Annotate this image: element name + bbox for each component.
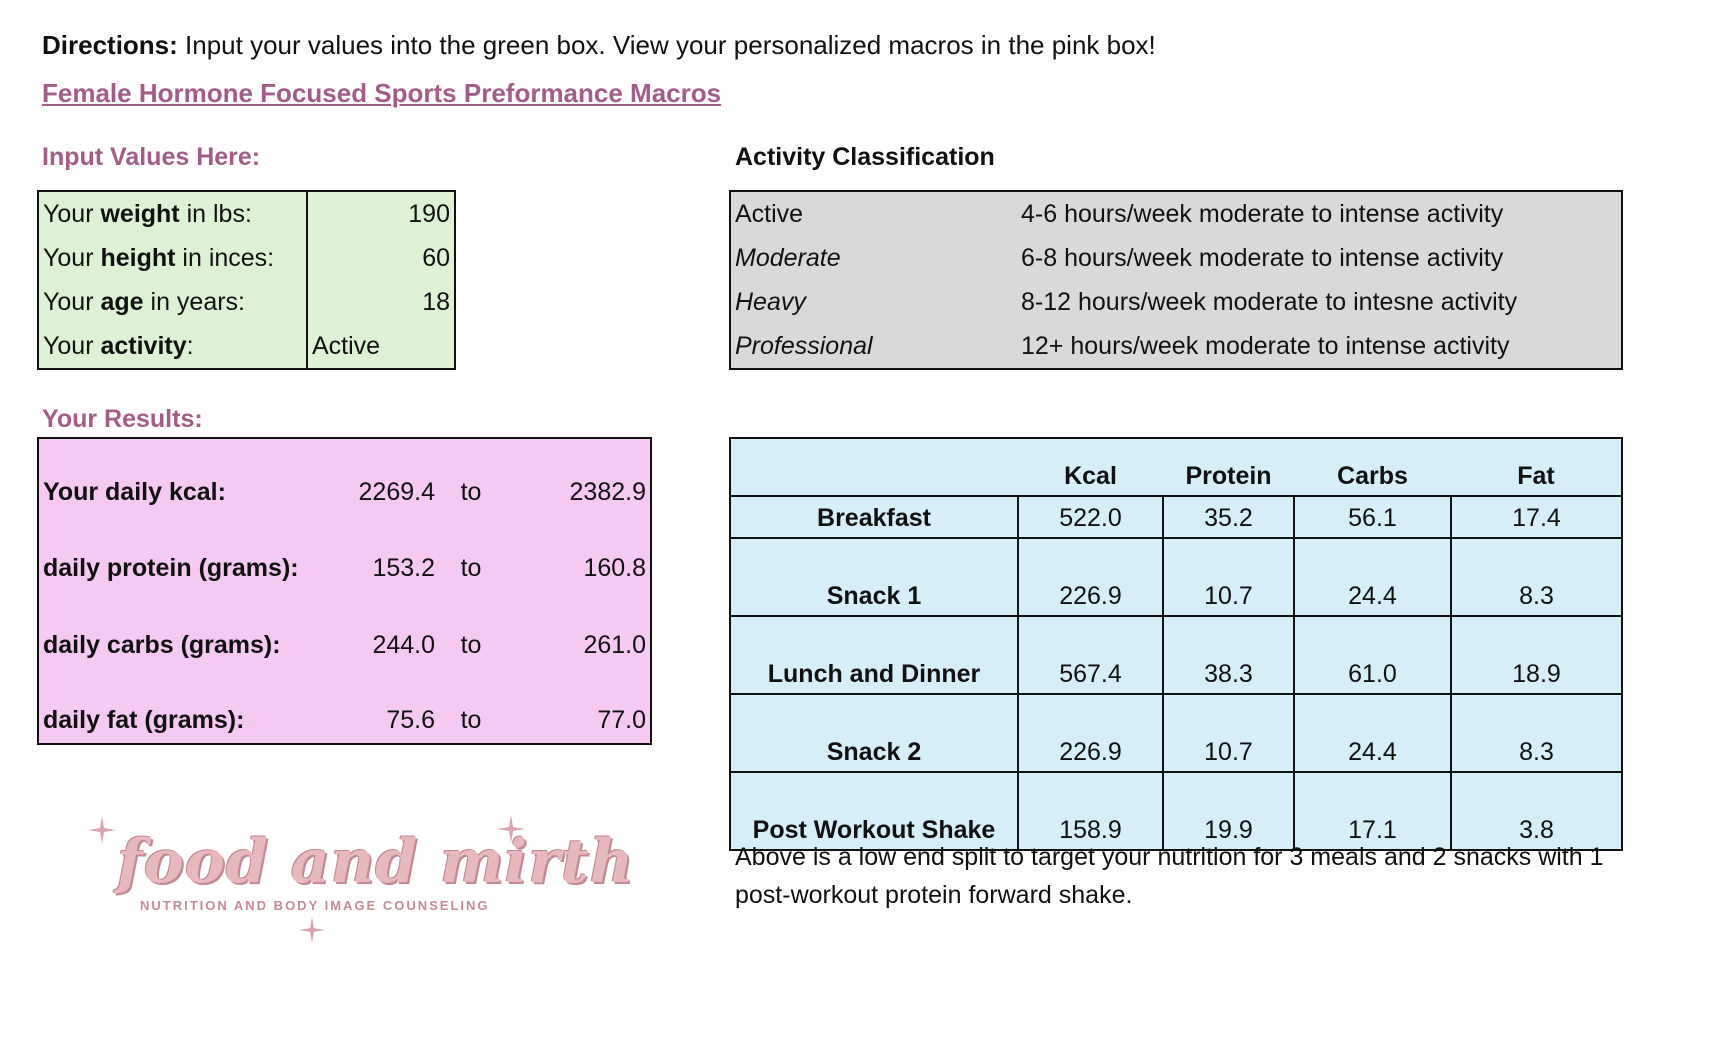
meal-protein: 19.9	[1163, 772, 1294, 850]
weight-input[interactable]: 190	[408, 200, 450, 228]
meal-fat: 8.3	[1451, 694, 1622, 772]
meal-header-fat: Fat	[1451, 438, 1622, 496]
meal-header-protein: Protein	[1163, 438, 1294, 496]
meal-header-row	[730, 438, 1622, 496]
meal-kcal: 522.0	[1018, 496, 1163, 538]
meal-protein: 10.7	[1163, 538, 1294, 616]
results-low: 153.2	[372, 554, 435, 582]
meal-fat: 18.9	[1451, 616, 1622, 694]
meal-row	[730, 694, 1622, 772]
activity-name: Professional	[735, 332, 873, 360]
input-row-height	[38, 236, 455, 280]
input-row-activity	[38, 324, 455, 369]
meal-carbs: 24.4	[1294, 694, 1451, 772]
meal-name: Snack 1	[730, 538, 1018, 616]
meal-header-blank	[730, 438, 1018, 496]
results-label: daily carbs (grams):	[43, 630, 281, 659]
meal-fat: 17.4	[1451, 496, 1622, 538]
activity-row	[730, 191, 1622, 236]
activity-section-heading: Activity Classification	[735, 143, 995, 171]
activity-row	[730, 324, 1622, 369]
meal-header-kcal: Kcal	[1018, 438, 1163, 496]
results-high: 77.0	[597, 706, 646, 734]
activity-name: Moderate	[735, 244, 841, 272]
activity-name: Active	[735, 200, 804, 228]
activity-desc: 4-6 hours/week moderate to intense activity	[1021, 200, 1504, 228]
results-table	[37, 437, 652, 745]
results-row	[38, 591, 651, 668]
directions-label: Directions:	[42, 30, 178, 60]
meal-row	[730, 616, 1622, 694]
directions-text	[42, 30, 1156, 61]
meal-carbs: 24.4	[1294, 538, 1451, 616]
input-row-age	[38, 280, 455, 324]
results-high: 160.8	[583, 554, 646, 582]
results-to: to	[460, 477, 482, 506]
activity-desc: 8-12 hours/week moderate to intesne activity	[1021, 288, 1518, 316]
results-high: 261.0	[583, 630, 646, 659]
meal-row	[730, 496, 1622, 538]
activity-name: Heavy	[735, 288, 806, 316]
meal-kcal: 226.9	[1018, 538, 1163, 616]
meal-name: Snack 2	[730, 694, 1018, 772]
directions-body: Input your values into the green box. View your personalized macros in the pink box!	[177, 30, 1156, 60]
activity-row	[730, 236, 1622, 280]
input-label: Your age in years:	[38, 280, 307, 324]
results-label: daily fat (grams):	[43, 706, 245, 734]
results-row	[38, 438, 651, 515]
meal-name: Breakfast	[730, 496, 1018, 538]
input-label: Your height in inces:	[38, 236, 307, 280]
meal-kcal: 567.4	[1018, 616, 1163, 694]
results-row	[38, 515, 651, 592]
activity-table	[729, 190, 1623, 370]
sparkle-icon	[88, 816, 116, 844]
results-label: daily protein (grams):	[43, 554, 299, 582]
meal-kcal: 226.9	[1018, 694, 1163, 772]
results-to: to	[460, 630, 482, 659]
height-input[interactable]: 60	[422, 244, 450, 272]
results-low: 75.6	[386, 706, 435, 734]
meal-split-note: Above is a low end split to target your nutrition for 3 meals and 2 snacks with 1 post-workout protein forward shake.	[735, 843, 1604, 909]
activity-desc: 12+ hours/week moderate to intense activity	[1021, 332, 1510, 360]
input-label: Your weight in lbs:	[38, 191, 307, 236]
meal-row	[730, 538, 1622, 616]
results-section-heading: Your Results:	[42, 405, 203, 433]
logo-wordmark: food and mirth	[117, 827, 635, 897]
meal-carbs: 61.0	[1294, 616, 1451, 694]
meal-header-carbs: Carbs	[1294, 438, 1451, 496]
results-to: to	[460, 554, 482, 582]
meal-protein: 10.7	[1163, 694, 1294, 772]
results-low: 2269.4	[358, 477, 435, 506]
meal-fat: 8.3	[1451, 538, 1622, 616]
input-label: Your activity:	[38, 324, 307, 369]
page-title: Female Hormone Focused Sports Preformance Macros	[42, 78, 722, 108]
meal-name: Post Workout Shake	[730, 772, 1018, 850]
results-row	[38, 668, 651, 745]
results-high: 2382.9	[569, 477, 646, 506]
meal-name: Lunch and Dinner	[730, 616, 1018, 694]
meal-kcal: 158.9	[1018, 772, 1163, 850]
input-section-heading: Input Values Here:	[42, 143, 261, 171]
brand-logo	[85, 815, 635, 965]
activity-row	[730, 280, 1622, 324]
meal-fat: 3.8	[1451, 772, 1622, 850]
results-low: 244.0	[372, 630, 435, 659]
sparkle-icon	[299, 917, 325, 943]
meal-protein: 35.2	[1163, 496, 1294, 538]
activity-input[interactable]: Active	[312, 332, 381, 360]
age-input[interactable]: 18	[422, 288, 450, 316]
meal-protein: 38.3	[1163, 616, 1294, 694]
meal-carbs: 17.1	[1294, 772, 1451, 850]
input-row-weight	[38, 191, 455, 236]
activity-desc: 6-8 hours/week moderate to intense activity	[1021, 244, 1504, 272]
meal-carbs: 56.1	[1294, 496, 1451, 538]
input-table	[37, 190, 456, 370]
results-label: Your daily kcal:	[43, 477, 226, 506]
meal-split-table	[729, 437, 1623, 851]
logo-tagline: NUTRITION AND BODY IMAGE COUNSELING	[140, 898, 490, 913]
results-to: to	[460, 706, 482, 734]
